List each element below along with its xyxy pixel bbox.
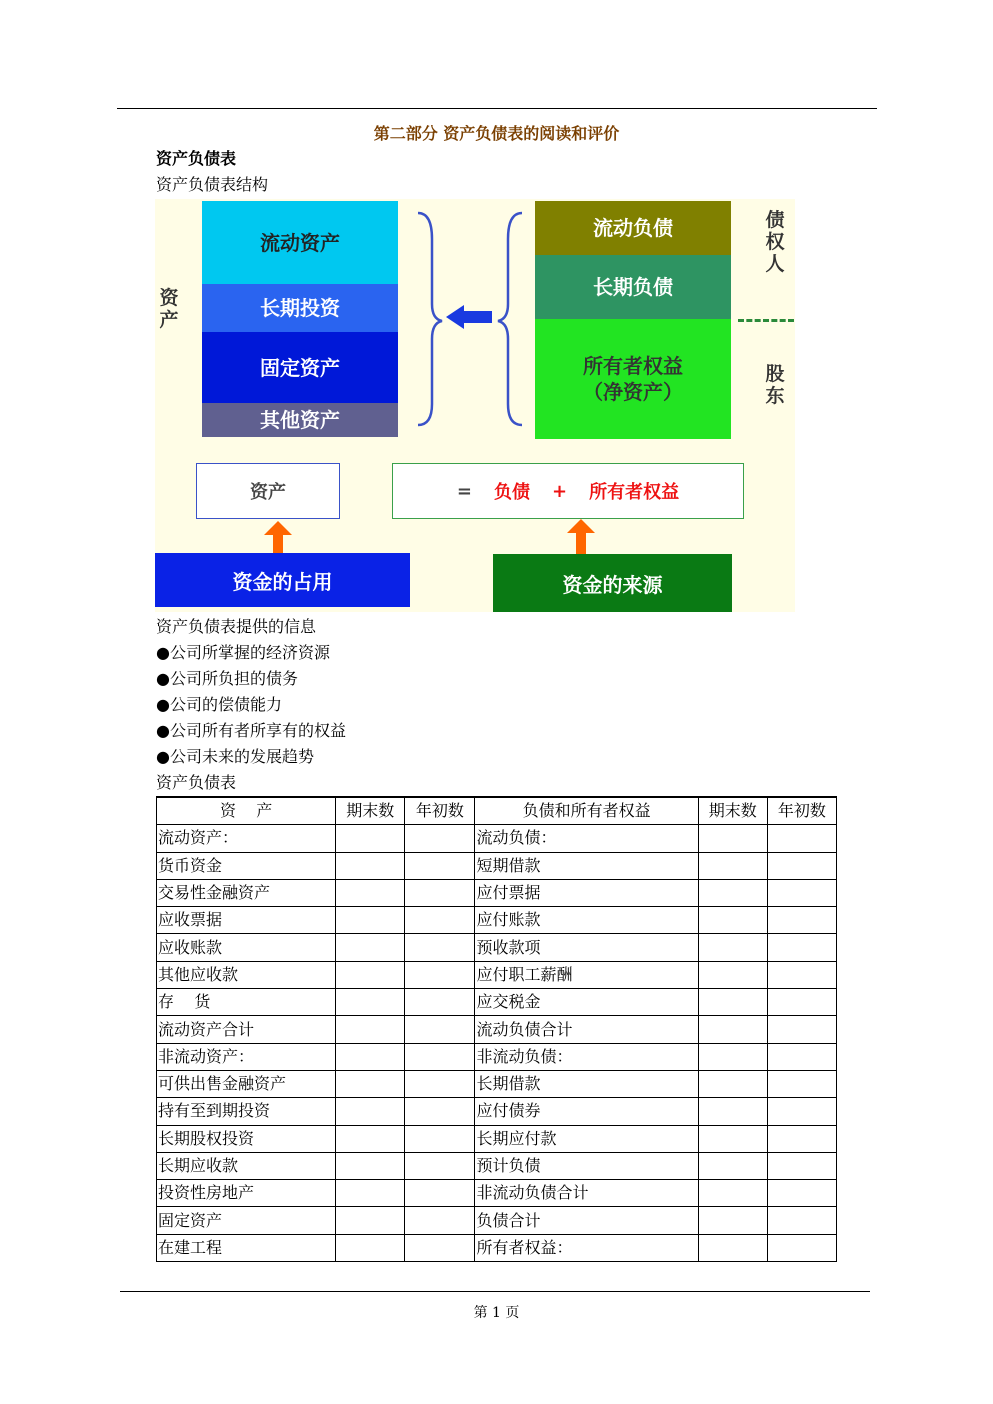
asset-end-value-cell [336, 1207, 405, 1234]
table-row [157, 934, 837, 961]
asset-end-value-cell [336, 961, 405, 988]
liability-item-cell: 应付账款 [475, 907, 698, 934]
asset-end-value-cell [336, 1152, 405, 1179]
liability-begin-value-cell [767, 989, 836, 1016]
liability-item-cell: 短期借款 [475, 852, 698, 879]
asset-begin-value-cell [405, 1152, 475, 1179]
table-row [157, 1043, 837, 1070]
table-row [157, 961, 837, 988]
asset-item-cell: 长期股权投资 [157, 1125, 336, 1152]
asset-end-value-cell [336, 1180, 405, 1207]
footer-rule [120, 1291, 870, 1292]
bullet-item: ●公司所有者所享有的权益 [156, 721, 346, 740]
bullet-item: ●公司未来的发展趋势 [156, 747, 314, 766]
assets-side-label: 资 产 [159, 287, 179, 331]
liability-item-cell: 应付债券 [475, 1098, 698, 1125]
liability-end-value-cell [698, 1207, 767, 1234]
liability-begin-value-cell [767, 961, 836, 988]
asset-end-value-cell [336, 934, 405, 961]
asset-item-cell: 存 货 [157, 989, 336, 1016]
asset-begin-value-cell [405, 1234, 475, 1261]
left-brace-icon [418, 213, 442, 425]
asset-end-value-cell [336, 879, 405, 906]
balance-sheet-diagram [155, 199, 795, 612]
table-row [157, 1070, 837, 1097]
structure-label: 资产负债表结构 [156, 175, 269, 194]
liability-item-cell: 所有者权益： [475, 1234, 698, 1261]
liability-item-cell: 长期借款 [475, 1070, 698, 1097]
asset-item-cell: 流动资产合计 [157, 1016, 336, 1043]
liability-begin-value-cell [767, 1234, 836, 1261]
liability-end-value-cell [698, 1152, 767, 1179]
liability-item-cell: 流动负债合计 [475, 1016, 698, 1043]
table-row [157, 825, 837, 852]
asset-begin-value-cell [405, 852, 475, 879]
table-row [157, 1180, 837, 1207]
liability-begin-value-cell [767, 1016, 836, 1043]
bullet-item: ●公司所掌握的经济资源 [156, 643, 330, 662]
arrow-up-icon [264, 521, 292, 557]
header-begin-value: 年初数 [767, 797, 836, 825]
table-row [157, 852, 837, 879]
asset-item-cell: 流动资产： [157, 825, 336, 852]
liability-item-cell: 非流动负债： [475, 1043, 698, 1070]
asset-begin-value-cell [405, 934, 475, 961]
asset-begin-value-cell [405, 989, 475, 1016]
creditors-label: 债 权 人 [765, 209, 785, 275]
liability-end-value-cell [698, 879, 767, 906]
header-end-value: 期末数 [336, 797, 405, 825]
asset-item-cell: 应收账款 [157, 934, 336, 961]
arrow-left-icon [446, 305, 492, 329]
divider-dashed [738, 319, 794, 322]
liability-begin-value-cell [767, 1207, 836, 1234]
liability-begin-value-cell [767, 852, 836, 879]
liability-begin-value-cell [767, 934, 836, 961]
asset-item-cell: 货币资金 [157, 852, 336, 879]
arrow-up-icon [567, 519, 595, 555]
right-brace-icon [498, 213, 522, 425]
header-begin-value: 年初数 [405, 797, 475, 825]
liability-end-value-cell [698, 934, 767, 961]
asset-end-value-cell [336, 1070, 405, 1097]
equity-block: 所有者权益 （净资产） [535, 319, 731, 439]
asset-item-cell: 其他应收款 [157, 961, 336, 988]
header-assets: 资 产 [157, 797, 336, 825]
info-heading: 资产负债表提供的信息 [156, 617, 317, 636]
liability-end-value-cell [698, 1098, 767, 1125]
section-heading: 资产负债表 [156, 149, 237, 168]
asset-end-value-cell [336, 907, 405, 934]
asset-item-cell: 持有至到期投资 [157, 1098, 336, 1125]
asset-begin-value-cell [405, 879, 475, 906]
asset-end-value-cell [336, 1016, 405, 1043]
bullet-item: ●公司所负担的债务 [156, 669, 298, 688]
liability-item-cell: 非流动负债合计 [475, 1180, 698, 1207]
funds-use-block: 资金的占用 [155, 553, 410, 607]
liability-item-cell: 流动负债： [475, 825, 698, 852]
asset-begin-value-cell [405, 1016, 475, 1043]
table-row [157, 1152, 837, 1179]
liability-end-value-cell [698, 1070, 767, 1097]
asset-item-cell: 长期应收款 [157, 1152, 336, 1179]
asset-begin-value-cell [405, 825, 475, 852]
liability-begin-value-cell [767, 1070, 836, 1097]
current-assets-block: 流动资产 [202, 201, 398, 284]
asset-end-value-cell [336, 852, 405, 879]
asset-end-value-cell [336, 1125, 405, 1152]
header-end-value: 期末数 [698, 797, 767, 825]
liability-end-value-cell [698, 1180, 767, 1207]
liability-begin-value-cell [767, 1098, 836, 1125]
liability-end-value-cell [698, 1234, 767, 1261]
liability-item-cell: 预计负债 [475, 1152, 698, 1179]
asset-begin-value-cell [405, 1180, 475, 1207]
asset-item-cell: 在建工程 [157, 1234, 336, 1261]
asset-item-cell: 交易性金融资产 [157, 879, 336, 906]
table-row [157, 989, 837, 1016]
table-row [157, 1016, 837, 1043]
liability-end-value-cell [698, 1125, 767, 1152]
liability-end-value-cell [698, 907, 767, 934]
asset-item-cell: 应收票据 [157, 907, 336, 934]
table-row [157, 1207, 837, 1234]
asset-end-value-cell [336, 1234, 405, 1261]
other-assets-block: 其他资产 [202, 403, 398, 437]
liability-end-value-cell [698, 961, 767, 988]
long-investment-block: 长期投资 [202, 284, 398, 332]
asset-begin-value-cell [405, 961, 475, 988]
asset-end-value-cell [336, 989, 405, 1016]
liability-end-value-cell [698, 825, 767, 852]
liability-item-cell: 应付票据 [475, 879, 698, 906]
asset-begin-value-cell [405, 1098, 475, 1125]
asset-begin-value-cell [405, 1125, 475, 1152]
current-liabilities-block: 流动负债 [535, 201, 731, 255]
asset-begin-value-cell [405, 1043, 475, 1070]
table-header-row [157, 797, 837, 825]
table-row [157, 1098, 837, 1125]
page-number: 第 1 页 [473, 1305, 520, 1321]
asset-begin-value-cell [405, 907, 475, 934]
asset-item-cell: 可供出售金融资产 [157, 1070, 336, 1097]
equation-assets-box: 资产 [196, 463, 340, 519]
asset-end-value-cell [336, 1043, 405, 1070]
liability-end-value-cell [698, 1016, 767, 1043]
liability-item-cell: 应付职工薪酬 [475, 961, 698, 988]
header-liabilities-equity: 负债和所有者权益 [475, 797, 698, 825]
balance-sheet-table [156, 796, 837, 1262]
liability-item-cell: 预收款项 [475, 934, 698, 961]
page-title: 第二部分 资产负债表的阅读和评价 [373, 124, 620, 143]
asset-begin-value-cell [405, 1070, 475, 1097]
brackets-and-arrow [410, 209, 530, 429]
asset-item-cell: 投资性房地产 [157, 1180, 336, 1207]
liability-begin-value-cell [767, 825, 836, 852]
asset-end-value-cell [336, 1098, 405, 1125]
equation-right-box: = 负债 + 所有者权益 [392, 463, 744, 519]
table-row [157, 1125, 837, 1152]
liability-begin-value-cell [767, 1043, 836, 1070]
liability-end-value-cell [698, 852, 767, 879]
liability-item-cell: 负债合计 [475, 1207, 698, 1234]
liability-begin-value-cell [767, 1180, 836, 1207]
liability-item-cell: 应交税金 [475, 989, 698, 1016]
table-row [157, 879, 837, 906]
liability-item-cell: 长期应付款 [475, 1125, 698, 1152]
shareholders-label: 股 东 [765, 363, 785, 407]
liability-end-value-cell [698, 989, 767, 1016]
asset-item-cell: 非流动资产： [157, 1043, 336, 1070]
table-label: 资产负债表 [156, 773, 237, 792]
liability-begin-value-cell [767, 907, 836, 934]
asset-item-cell: 固定资产 [157, 1207, 336, 1234]
table-row [157, 1234, 837, 1261]
long-liabilities-block: 长期负债 [535, 255, 731, 319]
funds-source-block: 资金的来源 [493, 554, 732, 612]
header-rule [117, 108, 877, 109]
liability-begin-value-cell [767, 1125, 836, 1152]
liability-end-value-cell [698, 1043, 767, 1070]
fixed-assets-block: 固定资产 [202, 332, 398, 403]
liability-begin-value-cell [767, 879, 836, 906]
bullet-item: ●公司的偿债能力 [156, 695, 282, 714]
asset-begin-value-cell [405, 1207, 475, 1234]
asset-end-value-cell [336, 825, 405, 852]
liability-begin-value-cell [767, 1152, 836, 1179]
table-row [157, 907, 837, 934]
